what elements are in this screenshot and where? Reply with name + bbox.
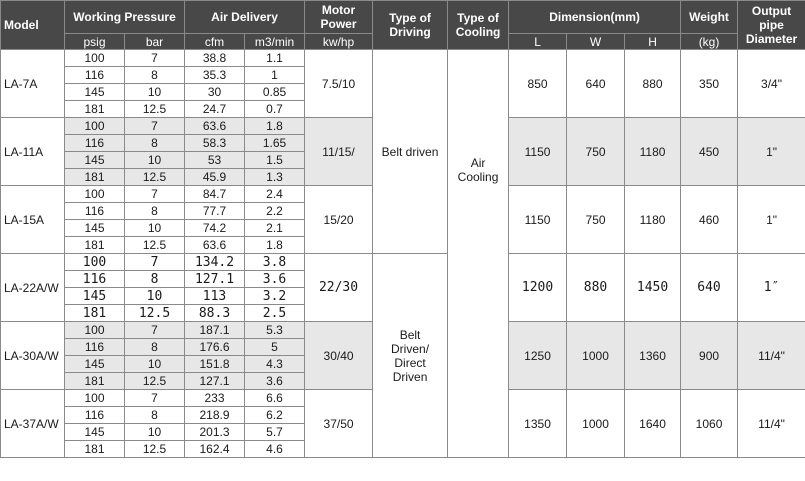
m3min-value: 1.8 bbox=[245, 237, 305, 254]
bar-value: 8 bbox=[125, 67, 185, 84]
length-value: 1250 bbox=[509, 322, 567, 390]
cfm-value: 151.8 bbox=[185, 356, 245, 373]
bar-value: 8 bbox=[125, 339, 185, 356]
height-value: 1180 bbox=[625, 186, 681, 254]
psig-value: 181 bbox=[65, 305, 125, 322]
m3min-value: 4.6 bbox=[245, 441, 305, 458]
cfm-value: 38.8 bbox=[185, 50, 245, 67]
m3min-value: 1.65 bbox=[245, 135, 305, 152]
m3min-value: 2.2 bbox=[245, 203, 305, 220]
weight-value: 450 bbox=[681, 118, 738, 186]
cfm-value: 176.6 bbox=[185, 339, 245, 356]
pipe-diameter-value: 11/4" bbox=[738, 390, 805, 458]
bar-value: 7 bbox=[125, 254, 185, 271]
bar-value: 7 bbox=[125, 50, 185, 67]
bar-value: 8 bbox=[125, 203, 185, 220]
cfm-value: 77.7 bbox=[185, 203, 245, 220]
cfm-value: 162.4 bbox=[185, 441, 245, 458]
psig-value: 145 bbox=[65, 84, 125, 101]
m3min-value: 5.3 bbox=[245, 322, 305, 339]
header-width: W bbox=[567, 34, 625, 50]
psig-value: 116 bbox=[65, 203, 125, 220]
bar-value: 12.5 bbox=[125, 373, 185, 390]
width-value: 1000 bbox=[567, 390, 625, 458]
m3min-value: 4.3 bbox=[245, 356, 305, 373]
model-name: LA-37A/W bbox=[1, 390, 65, 458]
width-value: 750 bbox=[567, 186, 625, 254]
header-height: H bbox=[625, 34, 681, 50]
psig-value: 181 bbox=[65, 373, 125, 390]
cfm-value: 127.1 bbox=[185, 373, 245, 390]
m3min-value: 5.7 bbox=[245, 424, 305, 441]
cfm-value: 233 bbox=[185, 390, 245, 407]
m3min-value: 2.4 bbox=[245, 186, 305, 203]
psig-value: 116 bbox=[65, 339, 125, 356]
bar-value: 10 bbox=[125, 152, 185, 169]
bar-value: 7 bbox=[125, 186, 185, 203]
psig-value: 100 bbox=[65, 186, 125, 203]
header-cfm: cfm bbox=[185, 34, 245, 50]
model-name: LA-22A/W bbox=[1, 254, 65, 322]
cfm-value: 113 bbox=[185, 288, 245, 305]
header-motor-power: Motor Power bbox=[305, 1, 373, 34]
weight-value: 900 bbox=[681, 322, 738, 390]
cfm-value: 35.3 bbox=[185, 67, 245, 84]
width-value: 640 bbox=[567, 50, 625, 118]
m3min-value: 6.2 bbox=[245, 407, 305, 424]
psig-value: 145 bbox=[65, 288, 125, 305]
height-value: 1360 bbox=[625, 322, 681, 390]
header-psig: psig bbox=[65, 34, 125, 50]
psig-value: 116 bbox=[65, 271, 125, 288]
pipe-diameter-value: 1" bbox=[738, 118, 805, 186]
cfm-value: 84.7 bbox=[185, 186, 245, 203]
header-length: L bbox=[509, 34, 567, 50]
cfm-value: 30 bbox=[185, 84, 245, 101]
length-value: 850 bbox=[509, 50, 567, 118]
weight-value: 1060 bbox=[681, 390, 738, 458]
cfm-value: 58.3 bbox=[185, 135, 245, 152]
m3min-value: 1.5 bbox=[245, 152, 305, 169]
bar-value: 10 bbox=[125, 84, 185, 101]
m3min-value: 3.2 bbox=[245, 288, 305, 305]
bar-value: 10 bbox=[125, 220, 185, 237]
cfm-value: 63.6 bbox=[185, 237, 245, 254]
motor-power-value: 7.5/10 bbox=[305, 50, 373, 118]
header-type-of-driving: Type of Driving bbox=[373, 1, 448, 50]
bar-value: 7 bbox=[125, 390, 185, 407]
m3min-value: 6.6 bbox=[245, 390, 305, 407]
length-value: 1150 bbox=[509, 118, 567, 186]
length-value: 1350 bbox=[509, 390, 567, 458]
m3min-value: 0.85 bbox=[245, 84, 305, 101]
motor-power-value: 15/20 bbox=[305, 186, 373, 254]
header-kwhp: kw/hp bbox=[305, 34, 373, 50]
weight-value: 640 bbox=[681, 254, 738, 322]
model-name: LA-30A/W bbox=[1, 322, 65, 390]
bar-value: 12.5 bbox=[125, 169, 185, 186]
cooling-air bbox=[448, 50, 509, 458]
psig-value: 100 bbox=[65, 254, 125, 271]
psig-value: 100 bbox=[65, 118, 125, 135]
psig-value: 145 bbox=[65, 152, 125, 169]
bar-value: 8 bbox=[125, 135, 185, 152]
height-value: 1640 bbox=[625, 390, 681, 458]
bar-value: 12.5 bbox=[125, 101, 185, 118]
width-value: 750 bbox=[567, 118, 625, 186]
psig-value: 116 bbox=[65, 135, 125, 152]
header-model: Model bbox=[1, 1, 65, 50]
psig-value: 181 bbox=[65, 169, 125, 186]
table-row bbox=[1, 50, 805, 67]
model-name: LA-15A bbox=[1, 186, 65, 254]
cfm-value: 74.2 bbox=[185, 220, 245, 237]
height-value: 1180 bbox=[625, 118, 681, 186]
m3min-value: 3.6 bbox=[245, 373, 305, 390]
m3min-value: 5 bbox=[245, 339, 305, 356]
pipe-diameter-value: 1" bbox=[738, 186, 805, 254]
motor-power-value: 11/15/ bbox=[305, 118, 373, 186]
width-value: 880 bbox=[567, 254, 625, 322]
motor-power-value: 30/40 bbox=[305, 322, 373, 390]
header-working-pressure: Working Pressure bbox=[65, 1, 185, 34]
bar-value: 12.5 bbox=[125, 441, 185, 458]
cfm-value: 201.3 bbox=[185, 424, 245, 441]
motor-power-value: 37/50 bbox=[305, 390, 373, 458]
psig-value: 181 bbox=[65, 441, 125, 458]
header-weight-unit: (kg) bbox=[681, 34, 738, 50]
m3min-value: 2.5 bbox=[245, 305, 305, 322]
cooling-label: Air Cooling bbox=[457, 155, 499, 184]
header-output-pipe-diameter: Output pipe Diameter bbox=[738, 1, 805, 50]
weight-value: 460 bbox=[681, 186, 738, 254]
psig-value: 145 bbox=[65, 356, 125, 373]
psig-value: 181 bbox=[65, 237, 125, 254]
m3min-value: 0.7 bbox=[245, 101, 305, 118]
model-name: LA-11A bbox=[1, 118, 65, 186]
cfm-value: 127.1 bbox=[185, 271, 245, 288]
cfm-value: 63.6 bbox=[185, 118, 245, 135]
cfm-value: 218.9 bbox=[185, 407, 245, 424]
cfm-value: 134.2 bbox=[185, 254, 245, 271]
height-value: 880 bbox=[625, 50, 681, 118]
m3min-value: 3.6 bbox=[245, 271, 305, 288]
psig-value: 181 bbox=[65, 101, 125, 118]
header-weight: Weight bbox=[681, 1, 738, 34]
psig-value: 145 bbox=[65, 424, 125, 441]
header-air-delivery: Air Delivery bbox=[185, 1, 305, 34]
driving-belt-driven: Belt driven bbox=[373, 50, 448, 254]
header-bar: bar bbox=[125, 34, 185, 50]
length-value: 1150 bbox=[509, 186, 567, 254]
bar-value: 7 bbox=[125, 118, 185, 135]
bar-value: 10 bbox=[125, 356, 185, 373]
bar-value: 8 bbox=[125, 271, 185, 288]
motor-power-value: 22/30 bbox=[305, 254, 373, 322]
weight-value: 350 bbox=[681, 50, 738, 118]
pipe-diameter-value: 11/4" bbox=[738, 322, 805, 390]
height-value: 1450 bbox=[625, 254, 681, 322]
psig-value: 145 bbox=[65, 220, 125, 237]
psig-value: 116 bbox=[65, 407, 125, 424]
pipe-diameter-value: 3/4" bbox=[738, 50, 805, 118]
psig-value: 100 bbox=[65, 390, 125, 407]
psig-value: 100 bbox=[65, 50, 125, 67]
m3min-value: 2.1 bbox=[245, 220, 305, 237]
m3min-value: 1.8 bbox=[245, 118, 305, 135]
pipe-diameter-value: 1″ bbox=[738, 254, 805, 322]
psig-value: 116 bbox=[65, 67, 125, 84]
m3min-value: 1.1 bbox=[245, 50, 305, 67]
m3min-value: 1.3 bbox=[245, 169, 305, 186]
header-type-of-cooling: Type of Cooling bbox=[448, 1, 509, 50]
bar-value: 12.5 bbox=[125, 305, 185, 322]
header-m3min: m3/min bbox=[245, 34, 305, 50]
bar-value: 12.5 bbox=[125, 237, 185, 254]
m3min-value: 1 bbox=[245, 67, 305, 84]
cfm-value: 45.9 bbox=[185, 169, 245, 186]
m3min-value: 3.8 bbox=[245, 254, 305, 271]
driving-belt-direct: Belt Driven/ Direct Driven bbox=[373, 254, 448, 458]
length-value: 1200 bbox=[509, 254, 567, 322]
bar-value: 10 bbox=[125, 288, 185, 305]
bar-value: 10 bbox=[125, 424, 185, 441]
cfm-value: 53 bbox=[185, 152, 245, 169]
model-name: LA-7A bbox=[1, 50, 65, 118]
bar-value: 7 bbox=[125, 322, 185, 339]
cfm-value: 187.1 bbox=[185, 322, 245, 339]
width-value: 1000 bbox=[567, 322, 625, 390]
psig-value: 100 bbox=[65, 322, 125, 339]
cfm-value: 24.7 bbox=[185, 101, 245, 118]
table-row bbox=[1, 254, 805, 271]
cfm-value: 88.3 bbox=[185, 305, 245, 322]
header-dimension: Dimension(mm) bbox=[509, 1, 681, 34]
bar-value: 8 bbox=[125, 407, 185, 424]
